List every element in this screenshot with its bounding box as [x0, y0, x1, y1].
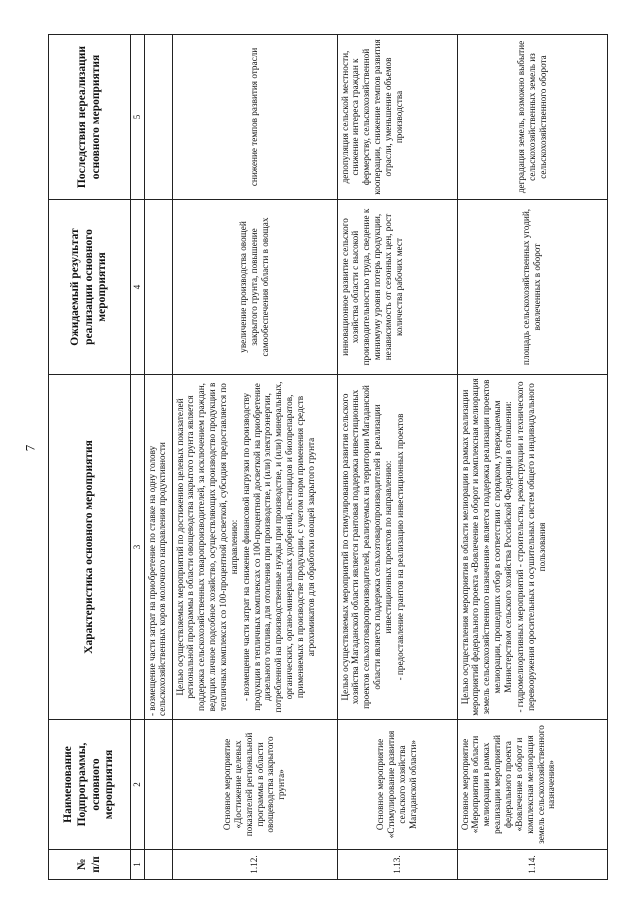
row-consequence: депопуляция сельской местности, снижение интереса граждан к фермерству, сельскохозяйственной кооперации, снижение темпов развития отрасли, уменьшение объемов производства	[337, 35, 457, 200]
row-consequence	[144, 35, 172, 200]
row-consequence: деградация земель, возможно выбытие сельскохозяйственных земель из сельскохозяйственного оборота	[457, 35, 607, 200]
column-number: 4	[131, 200, 145, 375]
row-description	[144, 375, 172, 720]
header-row	[49, 35, 131, 880]
row-number: 1.13.	[337, 850, 457, 880]
row-result	[144, 200, 172, 375]
column-number: 5	[131, 35, 145, 200]
header-name: Наименование Подпрограммы, основного мероприятия	[49, 720, 131, 850]
row-result: увеличение производства овощей закрытого грунта, повышение самообеспечения области в овощах	[172, 200, 337, 375]
row-description	[457, 375, 607, 720]
table-row	[337, 35, 457, 880]
row-name: Основное мероприятие «Достижение целевых показателей региональной программы в области овощеводства закрытого грунта»	[172, 720, 337, 850]
table-row	[457, 35, 607, 880]
column-number-row	[131, 35, 145, 880]
row-result: площадь сельскохозяйственных угодий, вовлеченных в оборот	[457, 200, 607, 375]
program-table	[48, 34, 608, 880]
row-name: Основное мероприятие «Мероприятия в области мелиорации в рамках реализации мероприятий федерального проекта «Вовлечение в оборот и комплексная мелиорация земель сельскохозяйственного назначения»	[457, 720, 607, 850]
header-consequence: Последствия нереализации основного мероприятия	[49, 35, 131, 200]
header-number: № п/п	[49, 850, 131, 880]
description-paragraph: Целью осуществляемых мероприятий по достижению целевых показателей региональной программы в области овощеводства закрытого грунта является поддержка сельскохозяйственных товаропроизводителей, за исключением граждан, ведущих личное подсобное хозяйство, осуществляющих производство продукции в тепличных комплексах со 100-процентной досветкой, субсидия предоставляется по направлению:	[174, 382, 239, 712]
description-paragraph: - возмещение части затрат на приобретение по ставке на одну голову сельскохозяйственных коров молочного направления продуктивности	[146, 442, 168, 716]
rotated-table-container	[48, 35, 608, 880]
row-description	[172, 375, 337, 720]
table-row	[172, 35, 337, 880]
description-paragraph: - возмещение части затрат на снижение финансовой нагрузки по производству продукции в тепличных комплексах со 100-процентной досветкой на приобретение дизельного топлива, для отопления при производстве, и (или) электроэнергии, потребленной на производственные нужды при производстве, и (или) минеральных, органических, органо-минеральных удобрений, пестицидов и биопрепаратов, применяемых в производстве продукции, с учетом норм применения средств агрохимикатов для обработки овощей закрытого грунта	[240, 381, 316, 713]
description-paragraph: Целью осуществляемых мероприятий по стимулированию развития сельского хозяйства Магаданской области является грантовая поддержка инвестиционных проектов сельхозтоваропроизводителей, реализуемых на территории Магаданской области является поддержка сельхозтоваропроизводителей в реализации инвестиционных проектов по направлению:	[339, 385, 394, 709]
header-description: Характеристика основного мероприятия	[49, 375, 131, 720]
column-number: 1	[131, 850, 145, 880]
header-result: Ожидаемый результат реализации основного мероприятия	[49, 200, 131, 375]
table-row	[144, 35, 172, 880]
column-number: 2	[131, 720, 145, 850]
page-number: 7	[22, 444, 38, 452]
row-number: 1.12.	[172, 850, 337, 880]
row-description	[337, 375, 457, 720]
column-number: 3	[131, 375, 145, 720]
row-name	[144, 720, 172, 850]
description-paragraph: Целью осуществления мероприятия в области мелиорации в рамках реализации мероприятий федерального проекта «Вовлечение в оборот и комплексная мелиорация земель сельскохозяйственного назначения» является поддержка реализации проектов мелиорации, прошедших отбор в соответствии с порядком, утверждаемым Министерством сельского хозяйства Российской Федерации в отношении:	[459, 378, 514, 716]
row-result: инновационное развитие сельского хозяйства области с высокой производительностью труда, сведение к минимуму уровня потерь продукции, независимость от сезонных цен, рост количества рабочих мест	[337, 200, 457, 375]
row-consequence: снижение темпов развития отрасли	[172, 35, 337, 200]
row-number	[144, 850, 172, 880]
description-paragraph: - предоставление грантов на реализацию инвестиционных проектов	[394, 413, 405, 681]
row-number: 1.14.	[457, 850, 607, 880]
row-name: Основное мероприятие «Стимулирование развития сельского хозяйства Магаданской области»	[337, 720, 457, 850]
description-paragraph: - гидромелиоративных мероприятий - строительства, реконструкции и технического перевооружения оросительных и осушительных систем общего и индивидуального пользования	[514, 381, 547, 713]
